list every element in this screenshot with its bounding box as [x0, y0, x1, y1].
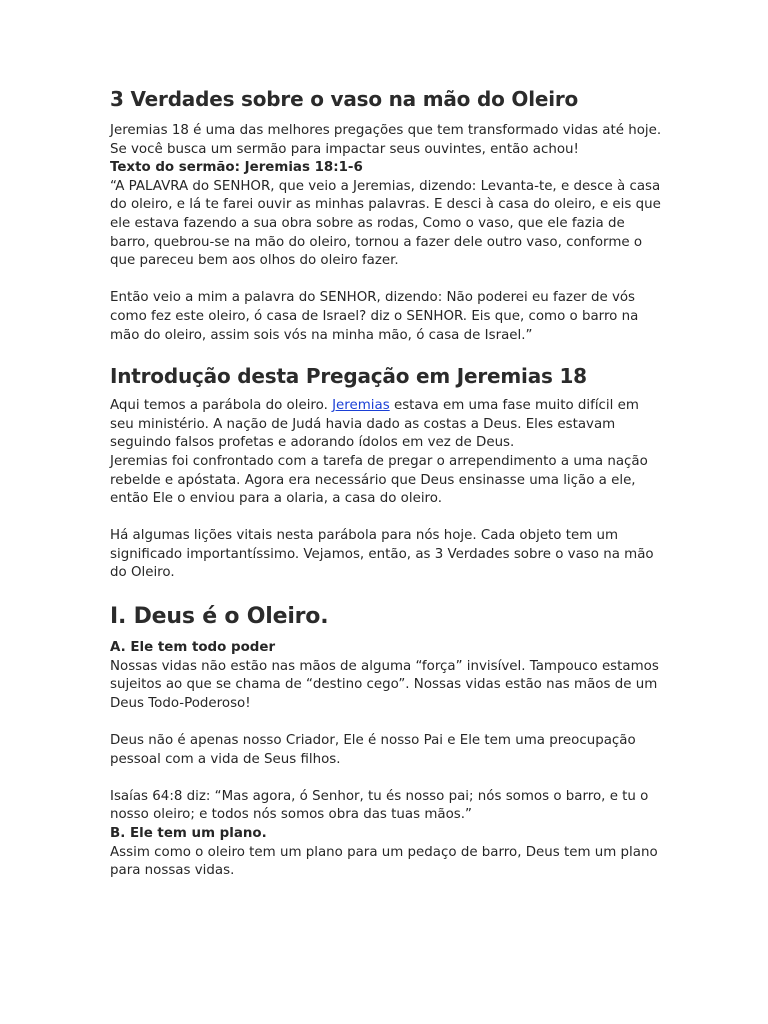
intro-text-after-link: estava em uma fase muito difícil em seu ministério. A nação de Judá havia dado as costas a Deus. Eles estavam seguindo falsos profetas e adorando ídolos em vez de Deus. — [110, 398, 639, 451]
intro-text-before-link: Aqui temos a parábola do oleiro. — [110, 398, 333, 414]
section-a-paragraph-1: Nossas vidas não estão nas mãos de alguma “força” invisível. Tampouco estamos sujeitos ao que se chama de “destino cego”. Nossas vidas estão nas mãos de um Deus Todo-Poderoso! — [110, 658, 659, 711]
section-b-paragraph-1: Assim como o oleiro tem um plano para um pedaço de barro, Deus tem um plano para nossas vidas. — [110, 844, 658, 879]
intro-paragraph: Jeremias 18 é uma das melhores pregações que tem transformado vidas até hoje. Se você busca um sermão para impactar seus ouvintes, então achou! — [110, 123, 662, 157]
subheading-b: B. Ele tem um plano. — [110, 826, 267, 841]
section-a-paragraph-3: Isaías 64:8 diz: “Mas agora, ó Senhor, tu és nosso pai; nós somos o barro, e tu o nosso oleiro; e todos nós somos obra das tuas mãos.” — [110, 788, 649, 823]
intro-section-paragraph-2: Há algumas lições vitais nesta parábola para nós hoje. Cada objeto tem um significado importantíssimo. Vejamos, então, as 3 Verdades sobre o vaso na mão do Oleiro. — [110, 528, 654, 581]
section-heading-god-potter: I. Deus é o Oleiro. — [110, 604, 329, 630]
sermon-text-label: Texto do sermão: Jeremias 18:1-6 — [110, 160, 363, 176]
page-title: 3 Verdades sobre o vaso na mão do Oleiro — [110, 87, 579, 111]
sermon-text-paragraph-1: “A PALAVRA do SENHOR, que veio a Jeremias, dizendo: Levanta-te, e desce à casa do oleiro, e lá te farei ouvir as minhas palavras. E desci à casa do oleiro, e eis que ele estava fazendo a sua obra sobre as rodas, Como o vaso, que ele fazia de barro, quebrou-se na mão do oleiro, tornou a fazer dele outro vaso, conforme o que pareceu bem aos olhos do oleiro fazer. — [110, 178, 661, 269]
article — [110, 84, 666, 881]
intro-section-paragraph-1 — [110, 397, 666, 453]
subheading-a: A. Ele tem todo poder — [110, 640, 276, 656]
jeremias-link[interactable]: Jeremias — [332, 398, 390, 414]
intro-section-paragraph-1b: Jeremias foi confrontado com a tarefa de pregar o arrependimento a uma nação rebelde e apóstata. Agora era necessário que Deus ensinasse uma lição a ele, então Ele o enviou para a olaria, a casa do oleiro. — [110, 453, 648, 507]
section-heading-intro: Introdução desta Pregação em Jeremias 18 — [110, 364, 587, 389]
sermon-text-paragraph-2: Então veio a mim a palavra do SENHOR, dizendo: Não poderei eu fazer de vós como fez este oleiro, ó casa de Israel? diz o SENHOR. Eis que, como o barro na mão do oleiro, assim sois vós na minha mão, ó casa de Israel.” — [110, 290, 639, 343]
section-a-paragraph-2: Deus não é apenas nosso Criador, Ele é nosso Pai e Ele tem uma preocupação pessoal com a vida de Seus filhos. — [110, 733, 636, 767]
